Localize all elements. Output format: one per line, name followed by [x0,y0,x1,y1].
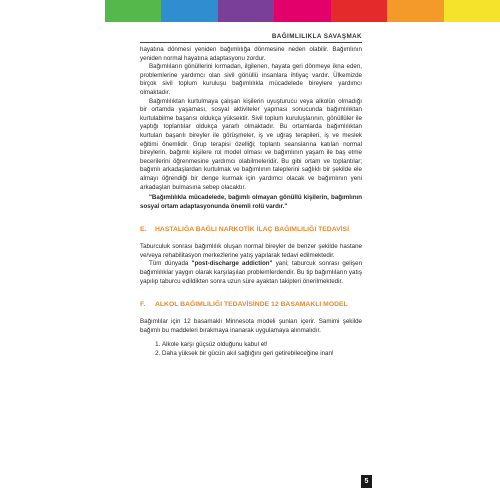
highlight-quote: "Bağımlılıkla mücadelede, bağımlı olmayan gönüllü kişilerin, bağımlının sosyal ortam adaptasyonunda önemli rolü vardır." [140,194,362,210]
paragraph [140,260,362,286]
text-run: yani; taburcuk sonrası gelişen bağımlılıklar yaygın olarak karşılaşılan problemlerdendir. Bu tip bağımlıların yatış yapılıp taburcu edildikten sonra uzun süre ayaktan takipleri önerilmektedir. [140,260,363,285]
section-heading-e [140,225,362,234]
paragraph: Bağımlılıktan kurtulmaya çalışan kişilerin uyuşturucu veya alkolün olmadığı bir ortamda yaşaması, sosyal aktiviteler yapması sonucunda bağımlılıktan kurtulabilme başarısı oldukça yüksektir. Sivil toplum kuruluşlarının, gönüllüler ile yaptığı toplantılar oldukça yararlı olmaktadır. Bu ortamlarda bağımlılıktan kurtulan başarılı bireyler ile görüşmeler, iş ve uğraş terapileri, iş ve meslek eğitimi önemlidir. Grup terapisi özelliği; toplantı seanslarına katılan normal bireylerin, bağımlı kişilere rol model olması ve bağımlının yaşam ile baş etme becerilerini öğrenmesine yardımcı olabilmeleridir. Bu gibi ortam ve toplantılar; bağımlı arkadaşlardan kurtulmak ve bağımlının taleplerini sağlıklı bir şekilde ele almayı öğrendiği bir denge kurmak için yardımcı olacak ve bağımlının yeni arkadaşları bulmasına sebep olacaktır. [140,97,362,191]
color-strip-segment [161,0,217,22]
color-strip-segment [444,0,500,22]
color-strip-segment [274,0,330,22]
page-number: 5 [361,475,372,488]
paragraph: hayatına dönmesi yeniden bağımlılığa dönmesine neden olabilir. Bağımlının yeniden normal hayatına adaptasyonu zordur. [140,46,362,62]
color-strip-segment [218,0,274,22]
list-item: 1. Alkole karşı güçsüz olduğunu kabul et! [162,341,362,350]
page-body [140,46,362,359]
list-item: 2. Daha yüksek bir gücün akıl sağlığını geri getirebileceğine inan! [162,350,362,359]
section-number: F. [140,301,146,309]
paragraph: Taburculuk sonrası bağımlılık oluşan normal bireyler de benzer şekilde hastane ve/veya rehabilitasyon merkezlerine yatış yapılarak tedavi edilmektedir. [140,243,362,259]
color-strip-segment [331,0,387,22]
paragraph: Bağımlıların gönüllerini kırmadan, ilgilenen, hayata geri dönmeye ikna eden, problemlerine yardımcı olan sivil gönüllü insanlara ihtiyaç vardır. Ülkemizde birçok sivil toplum kuruluşu bağımlılıkla mücadelede bireylere yardımcı olmaktadır. [140,63,362,96]
section-title: ALKOL BAĞIMLILIĞI TEDAVİSİNDE 12 BASAMAKLI MODEL [155,301,348,309]
color-strip [105,0,500,22]
paragraph: Bağımlılar için 12 basamaklı Minnesota modeli şunları içerir. Samimi şekilde bağımlı bu maddeleri bırakmaya inanarak uygulamaya alınmalıdır. [140,318,362,334]
color-strip-segment [387,0,443,22]
text-run: Tüm dünyada [149,260,192,268]
section-title: HASTALIĞA BAĞLI NARKOTİK İLAÇ BAĞIMLILIĞI TEDAVİSİ [155,226,349,234]
color-strip-segment [105,0,161,22]
section-number: E. [140,226,147,234]
steps-list [140,341,362,358]
header-rule [140,42,362,43]
emphasis-term: "post-discharge addiction" [191,260,273,268]
running-header: BAĞIMLILIKLA SAVAŞMAK [271,33,362,40]
section-heading-f [140,300,362,309]
